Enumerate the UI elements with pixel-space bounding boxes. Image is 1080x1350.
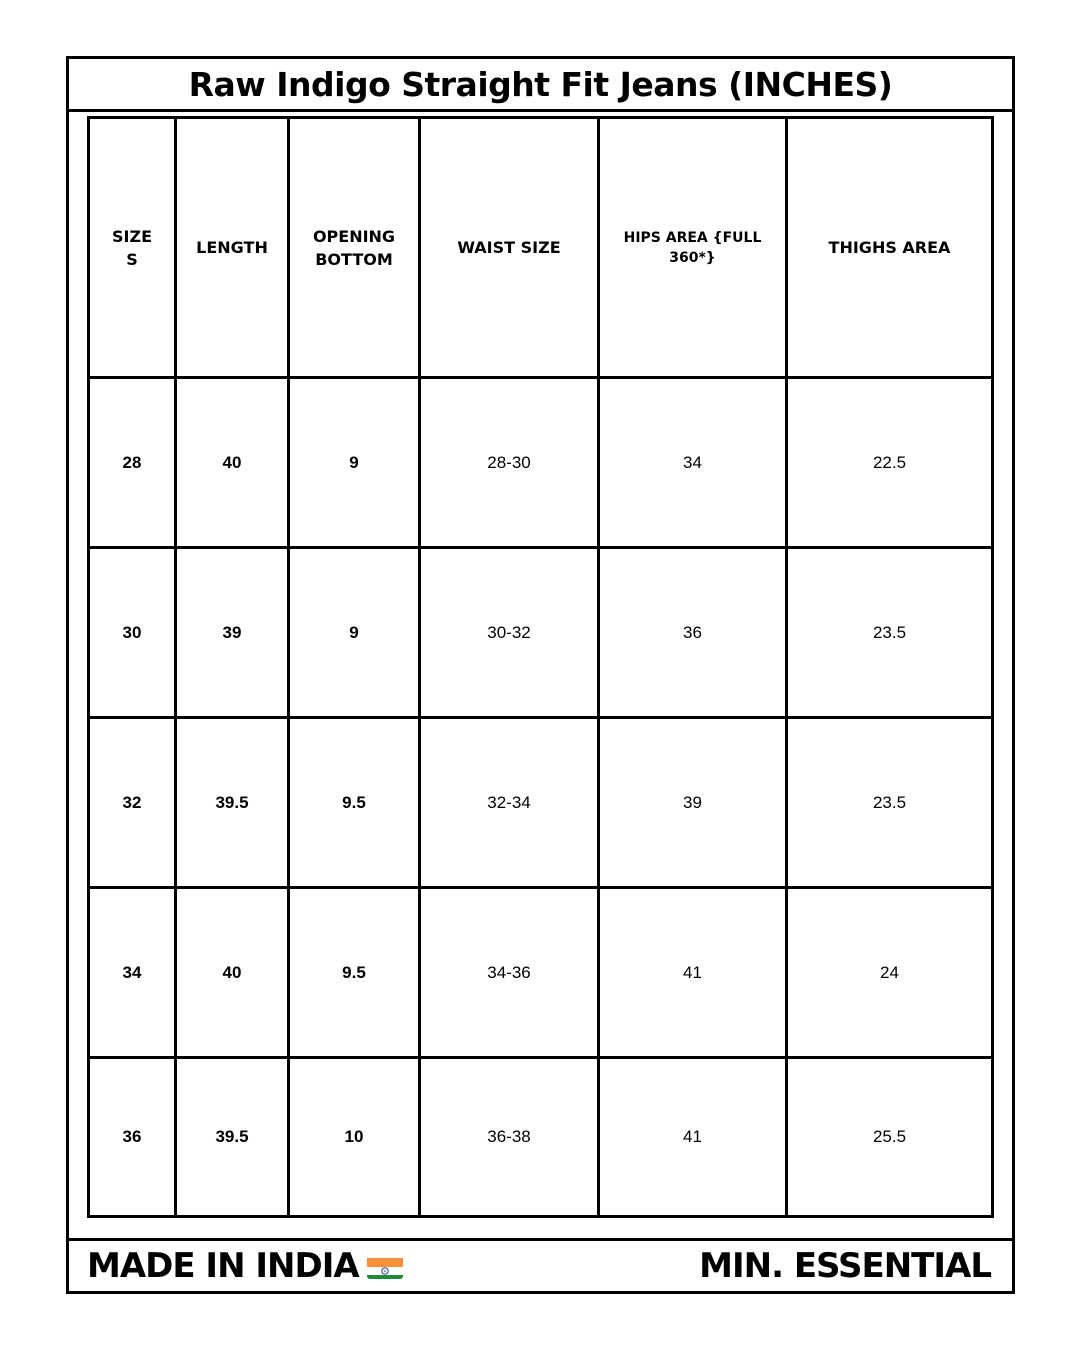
cell-size: 36: [89, 1058, 176, 1217]
cell-size: 30: [89, 548, 176, 718]
table-row: [89, 548, 993, 718]
cell-length: 40: [176, 378, 289, 548]
cell-size: 32: [89, 718, 176, 888]
cell-waist-size: 34-36: [420, 888, 599, 1058]
cell-length: 39.5: [176, 1058, 289, 1217]
cell-thighs-area: 23.5: [787, 718, 993, 888]
footer-made-in: [87, 1244, 403, 1288]
page-title: Raw Indigo Straight Fit Jeans (INCHES): [188, 64, 893, 104]
cell-length: 39.5: [176, 718, 289, 888]
header-size: SIZE S: [89, 118, 176, 378]
footer-brand: [699, 1244, 991, 1288]
cell-waist-size: 30-32: [420, 548, 599, 718]
header-thighs-area: THIGHS AREA: [787, 118, 993, 378]
cell-size: 28: [89, 378, 176, 548]
cell-hips-area: 34: [599, 378, 787, 548]
table-row: [89, 888, 993, 1058]
header-waist-size: WAIST SIZE: [420, 118, 599, 378]
cell-thighs-area: 24: [787, 888, 993, 1058]
cell-opening-bottom: 10: [289, 1058, 420, 1217]
brand-label: MIN. ESSENTIAL: [699, 1246, 991, 1286]
header-opening-bottom: OPENING BOTTOM: [289, 118, 420, 378]
title-bar: [69, 59, 1012, 112]
cell-opening-bottom: 9: [289, 548, 420, 718]
cell-thighs-area: 23.5: [787, 548, 993, 718]
made-in-india-label: MADE IN INDIA: [87, 1246, 359, 1286]
footer-divider: [66, 1238, 1015, 1241]
cell-hips-area: 36: [599, 548, 787, 718]
cell-thighs-area: 25.5: [787, 1058, 993, 1217]
cell-thighs-area: 22.5: [787, 378, 993, 548]
cell-hips-area: 41: [599, 1058, 787, 1217]
cell-waist-size: 32-34: [420, 718, 599, 888]
cell-length: 40: [176, 888, 289, 1058]
table-row: [89, 378, 993, 548]
cell-waist-size: 36-38: [420, 1058, 599, 1217]
cell-size: 34: [89, 888, 176, 1058]
cell-hips-area: 39: [599, 718, 787, 888]
table-row: [89, 1058, 993, 1217]
cell-waist-size: 28-30: [420, 378, 599, 548]
cell-opening-bottom: 9: [289, 378, 420, 548]
cell-hips-area: 41: [599, 888, 787, 1058]
header-length: LENGTH: [176, 118, 289, 378]
table-header-row: [89, 118, 993, 378]
cell-opening-bottom: 9.5: [289, 718, 420, 888]
india-flag-icon: [367, 1253, 403, 1279]
header-hips-area: HIPS AREA {FULL 360*}: [599, 118, 787, 378]
size-table: [87, 116, 994, 1218]
cell-opening-bottom: 9.5: [289, 888, 420, 1058]
cell-length: 39: [176, 548, 289, 718]
table-row: [89, 718, 993, 888]
